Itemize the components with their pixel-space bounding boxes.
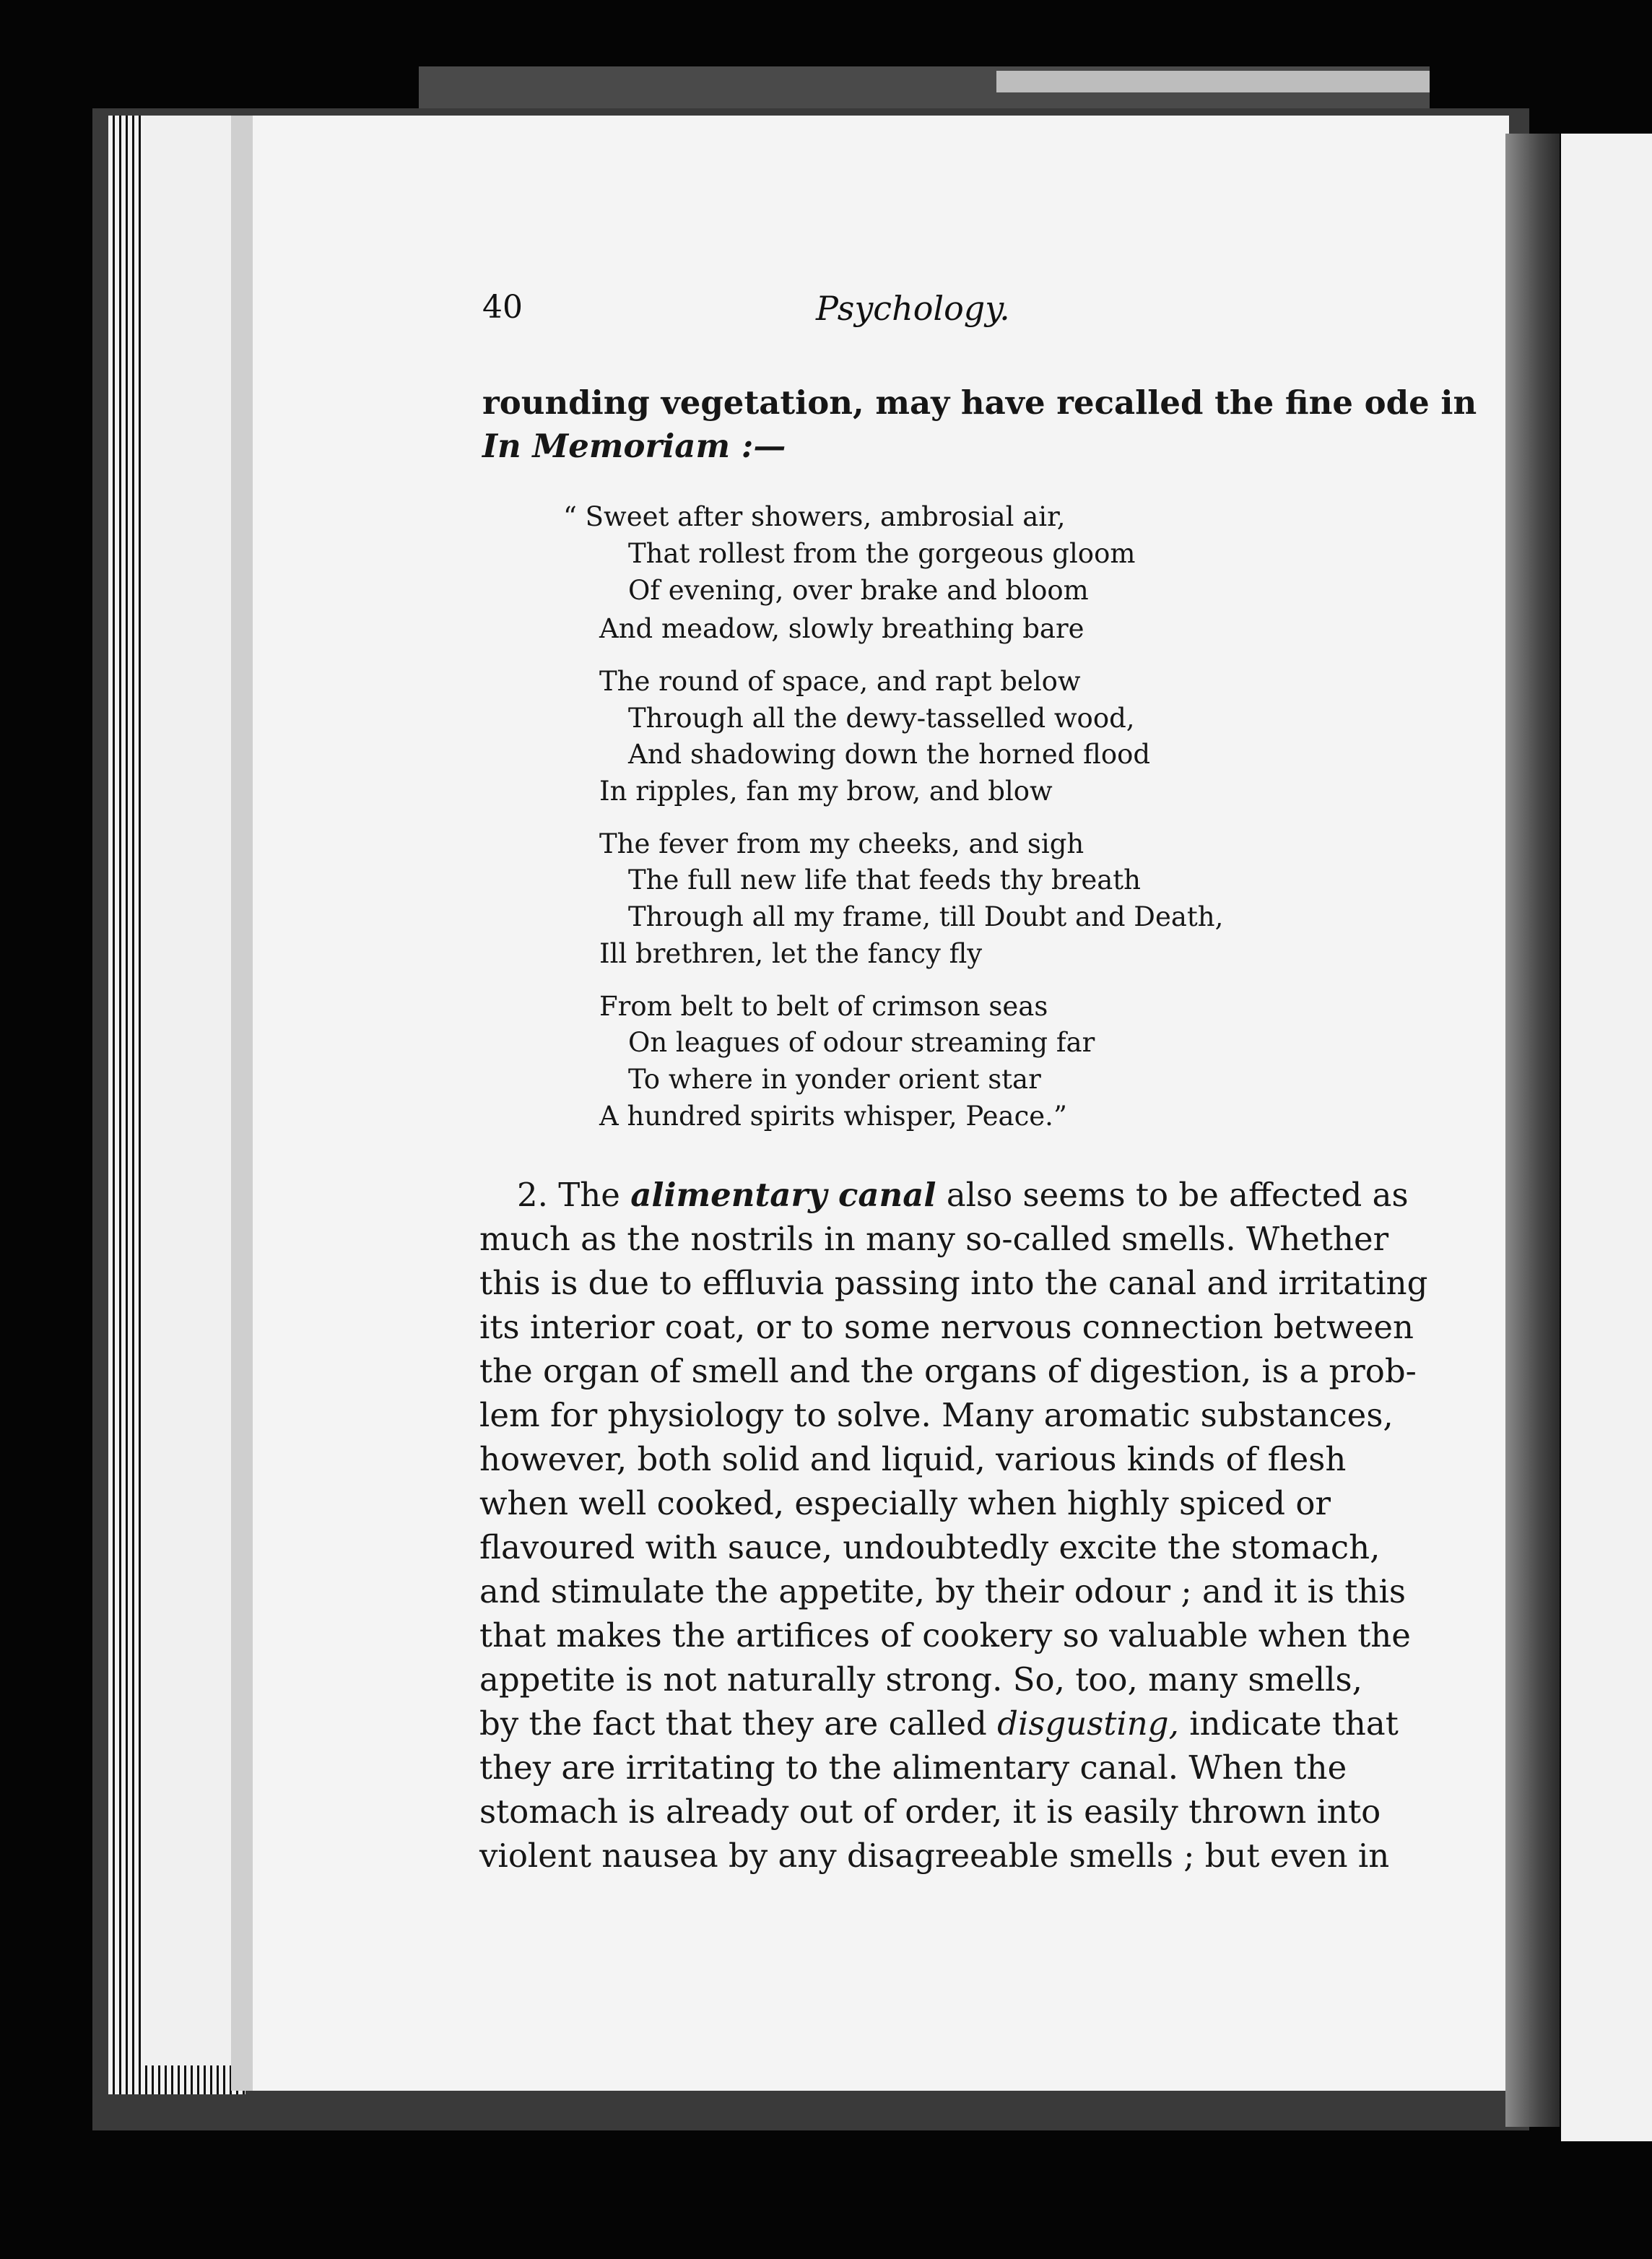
paragraph-line-13-a: by the fact that they are called bbox=[479, 1704, 987, 1743]
poem-line: The full new life that feeds thy breath bbox=[628, 864, 1141, 896]
poem-line: And shadowing down the horned flood bbox=[628, 739, 1151, 770]
poem-line: The round of space, and rapt below bbox=[599, 666, 1081, 697]
poem-line: And meadow, slowly breathing bare bbox=[599, 613, 1084, 644]
paragraph-line: when well cooked, especially when highly spiced or bbox=[479, 1484, 1331, 1522]
poem-line: Ill brethren, let the fancy fly bbox=[599, 938, 983, 969]
paragraph-line: appetite is not naturally strong. So, too, many smells, bbox=[479, 1660, 1362, 1699]
poem-line: That rollest from the gorgeous gloom bbox=[628, 538, 1136, 569]
poem-line: In ripples, fan my brow, and blow bbox=[599, 776, 1053, 807]
poem-line: The fever from my cheeks, and sigh bbox=[599, 828, 1084, 859]
paragraph-line: lem for physiology to solve. Many aromatic substances, bbox=[479, 1396, 1394, 1434]
paragraph-line: however, both solid and liquid, various kinds of flesh bbox=[479, 1440, 1347, 1478]
paragraph-lead: 2. The bbox=[517, 1176, 620, 1214]
intro-line-2: In Memoriam :— bbox=[482, 427, 786, 465]
paragraph-line: the organ of smell and the organs of digestion, is a prob- bbox=[479, 1352, 1417, 1390]
page-inner-margin bbox=[231, 116, 253, 2091]
poem-line: From belt to belt of crimson seas bbox=[599, 991, 1048, 1022]
paragraph-line: its interior coat, or to some nervous connection between bbox=[479, 1308, 1414, 1346]
paragraph-term-disgusting: disgusting, bbox=[997, 1704, 1179, 1743]
page-number: 40 bbox=[482, 289, 523, 326]
poem-line: “ Sweet after showers, ambrosial air, bbox=[563, 501, 1066, 532]
paragraph-line: much as the nostrils in many so-called smells. Whether bbox=[479, 1220, 1389, 1258]
book-gutter-shadow bbox=[1505, 134, 1560, 2127]
poem-line: Through all the dewy-tasselled wood, bbox=[628, 703, 1135, 734]
paragraph-term: alimentary canal bbox=[630, 1176, 936, 1214]
paragraph-line: and stimulate the appetite, by their odour ; and it is this bbox=[479, 1572, 1406, 1610]
poem-line: Of evening, over brake and bloom bbox=[628, 575, 1089, 606]
paragraph-line-1 bbox=[517, 1176, 1409, 1214]
poem-line: To where in yonder orient star bbox=[628, 1064, 1041, 1095]
book-top-edge-highlight bbox=[996, 71, 1430, 92]
paragraph-line: that makes the artifices of cookery so valuable when the bbox=[479, 1616, 1411, 1655]
paragraph-line: they are irritating to the alimentary canal. When the bbox=[479, 1748, 1347, 1787]
paragraph-line-13 bbox=[479, 1704, 1399, 1743]
paragraph-line-1-rest: also seems to be affected as bbox=[946, 1176, 1409, 1214]
poem-line: Through all my frame, till Doubt and Death, bbox=[628, 901, 1224, 932]
previous-page-edge bbox=[144, 116, 231, 2065]
intro-line-1: rounding vegetation, may have recalled the fine ode in bbox=[482, 383, 1477, 422]
paragraph-line: flavoured with sauce, undoubtedly excite the stomach, bbox=[479, 1528, 1381, 1566]
poem-line: A hundred spirits whisper, Peace.” bbox=[599, 1101, 1067, 1132]
paragraph-line: violent nausea by any disagreeable smells ; but even in bbox=[479, 1837, 1390, 1875]
paragraph-line: this is due to effluvia passing into the canal and irritating bbox=[479, 1264, 1428, 1302]
running-title: Psychology. bbox=[816, 289, 1010, 328]
paragraph-line-13-b: indicate that bbox=[1189, 1704, 1399, 1743]
poem-line: On leagues of odour streaming far bbox=[628, 1027, 1095, 1058]
paragraph-line: stomach is already out of order, it is easily thrown into bbox=[479, 1792, 1381, 1831]
next-page-edge bbox=[1561, 134, 1652, 2141]
